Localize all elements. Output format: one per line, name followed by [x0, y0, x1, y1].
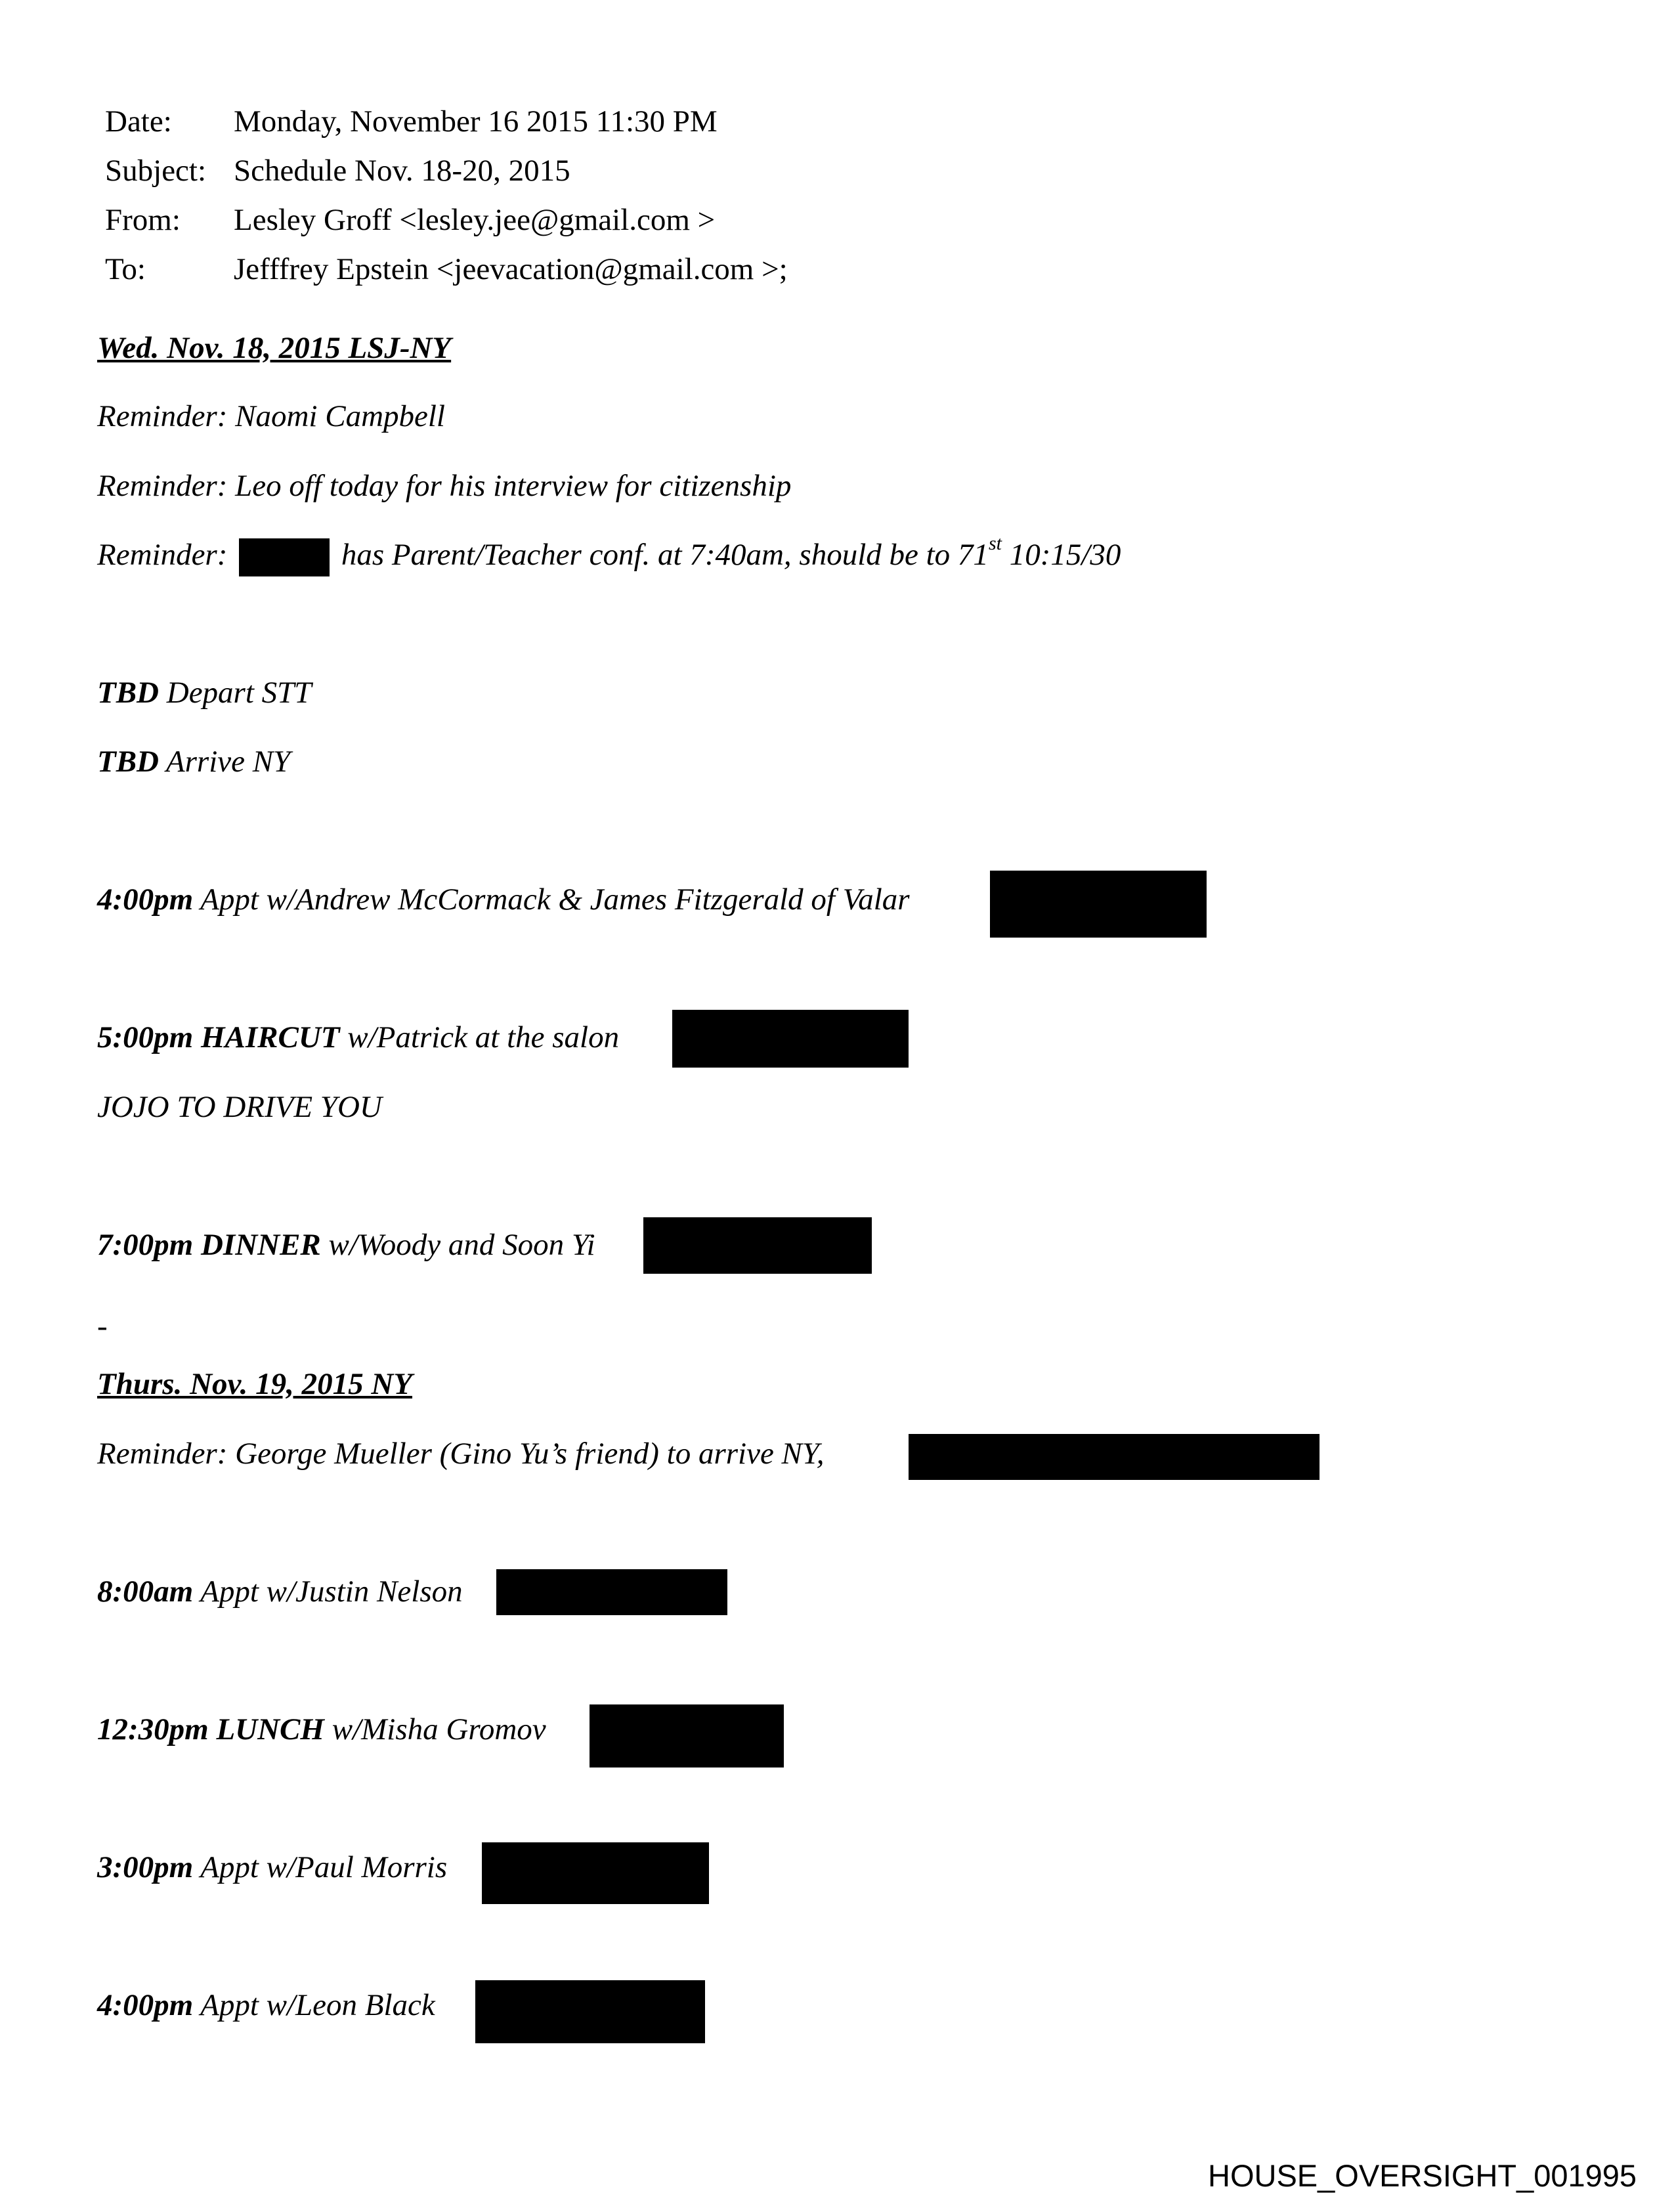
date-value: Monday, November 16 2015 11:30 PM	[234, 104, 718, 139]
redaction-block	[482, 1842, 709, 1904]
event-time: 4:00pm	[97, 1988, 194, 2022]
reminder-3-suffix: 10:15/30	[1001, 538, 1121, 572]
thu-heading: Thurs. Nov. 19, 2015 NY	[97, 1367, 413, 1401]
email-subject-row	[105, 151, 570, 190]
redaction-block	[475, 1980, 705, 2043]
thu-reminder-1: Reminder: George Mueller (Gino Yu’s friend) to arrive NY,	[97, 1437, 825, 1471]
event-time: 5:00pm HAIRCUT	[97, 1020, 340, 1054]
email-date-row	[105, 102, 718, 141]
event-text: w/Misha Gromov	[324, 1712, 546, 1746]
email-to-row	[105, 249, 788, 289]
tbd-depart-text: Depart STT	[159, 676, 312, 710]
wed-tbd-arrive	[97, 742, 290, 781]
event-text: Appt w/Andrew McCormack & James Fitzgerald of Valar	[193, 882, 910, 917]
thu-event-1	[97, 1572, 463, 1611]
reminder-3-prefix: Reminder:	[97, 538, 228, 572]
redaction-block	[239, 538, 330, 576]
reminder-3-text: has Parent/Teacher conf. at 7:40am, should be to 71	[341, 538, 989, 572]
subject-value: Schedule Nov. 18-20, 2015	[234, 154, 570, 188]
wed-event-1	[97, 880, 910, 919]
redaction-block	[672, 1010, 909, 1068]
to-label: To:	[105, 252, 146, 286]
event-text: Appt w/Leon Black	[193, 1988, 435, 2022]
redaction-block	[643, 1217, 872, 1274]
thu-event-4	[97, 1985, 435, 2025]
thu-event-2	[97, 1710, 546, 1749]
date-label: Date:	[105, 104, 172, 139]
event-time: 3:00pm	[97, 1850, 194, 1884]
wed-tbd-depart	[97, 673, 311, 712]
from-label: From:	[105, 203, 181, 237]
event-text: w/Woody and Soon Yi	[320, 1228, 595, 1262]
redaction-block	[590, 1704, 784, 1767]
event-text: Appt w/Justin Nelson	[193, 1574, 463, 1609]
subject-label: Subject:	[105, 154, 207, 188]
to-value: Jefffrey Epstein <jeevacation@gmail.com >;	[234, 252, 788, 286]
wed-event-3	[97, 1225, 595, 1265]
event-time: 4:00pm	[97, 882, 194, 917]
wed-reminder-3	[97, 532, 1121, 576]
email-from-row	[105, 200, 715, 240]
event-text: Appt w/Paul Morris	[193, 1850, 448, 1884]
wed-heading: Wed. Nov. 18, 2015 LSJ-NY	[97, 331, 452, 365]
wed-reminder-1: Reminder: Naomi Campbell	[97, 399, 445, 433]
reminder-3-sup: st	[988, 532, 1002, 555]
event-text: w/Patrick at the salon	[339, 1020, 620, 1054]
separator-dash: -	[97, 1309, 108, 1343]
thu-event-3	[97, 1848, 447, 1887]
tbd-depart-time: TBD	[97, 676, 159, 710]
event-time: 8:00am	[97, 1574, 194, 1609]
wed-event-2	[97, 1018, 619, 1057]
redaction-block	[496, 1569, 727, 1615]
event-time: 12:30pm LUNCH	[97, 1712, 324, 1746]
event-time: 7:00pm DINNER	[97, 1228, 321, 1262]
redaction-block	[990, 871, 1207, 938]
bates-number: HOUSE_OVERSIGHT_001995	[1208, 2158, 1637, 2193]
from-value: Lesley Groff <lesley.jee@gmail.com >	[234, 203, 716, 237]
tbd-arrive-time: TBD	[97, 745, 159, 779]
redaction-block	[909, 1434, 1320, 1480]
wed-reminder-2: Reminder: Leo off today for his interview for citizenship	[97, 469, 792, 503]
wed-event-2-note: JOJO TO DRIVE YOU	[97, 1090, 382, 1124]
tbd-arrive-text: Arrive NY	[159, 745, 291, 779]
